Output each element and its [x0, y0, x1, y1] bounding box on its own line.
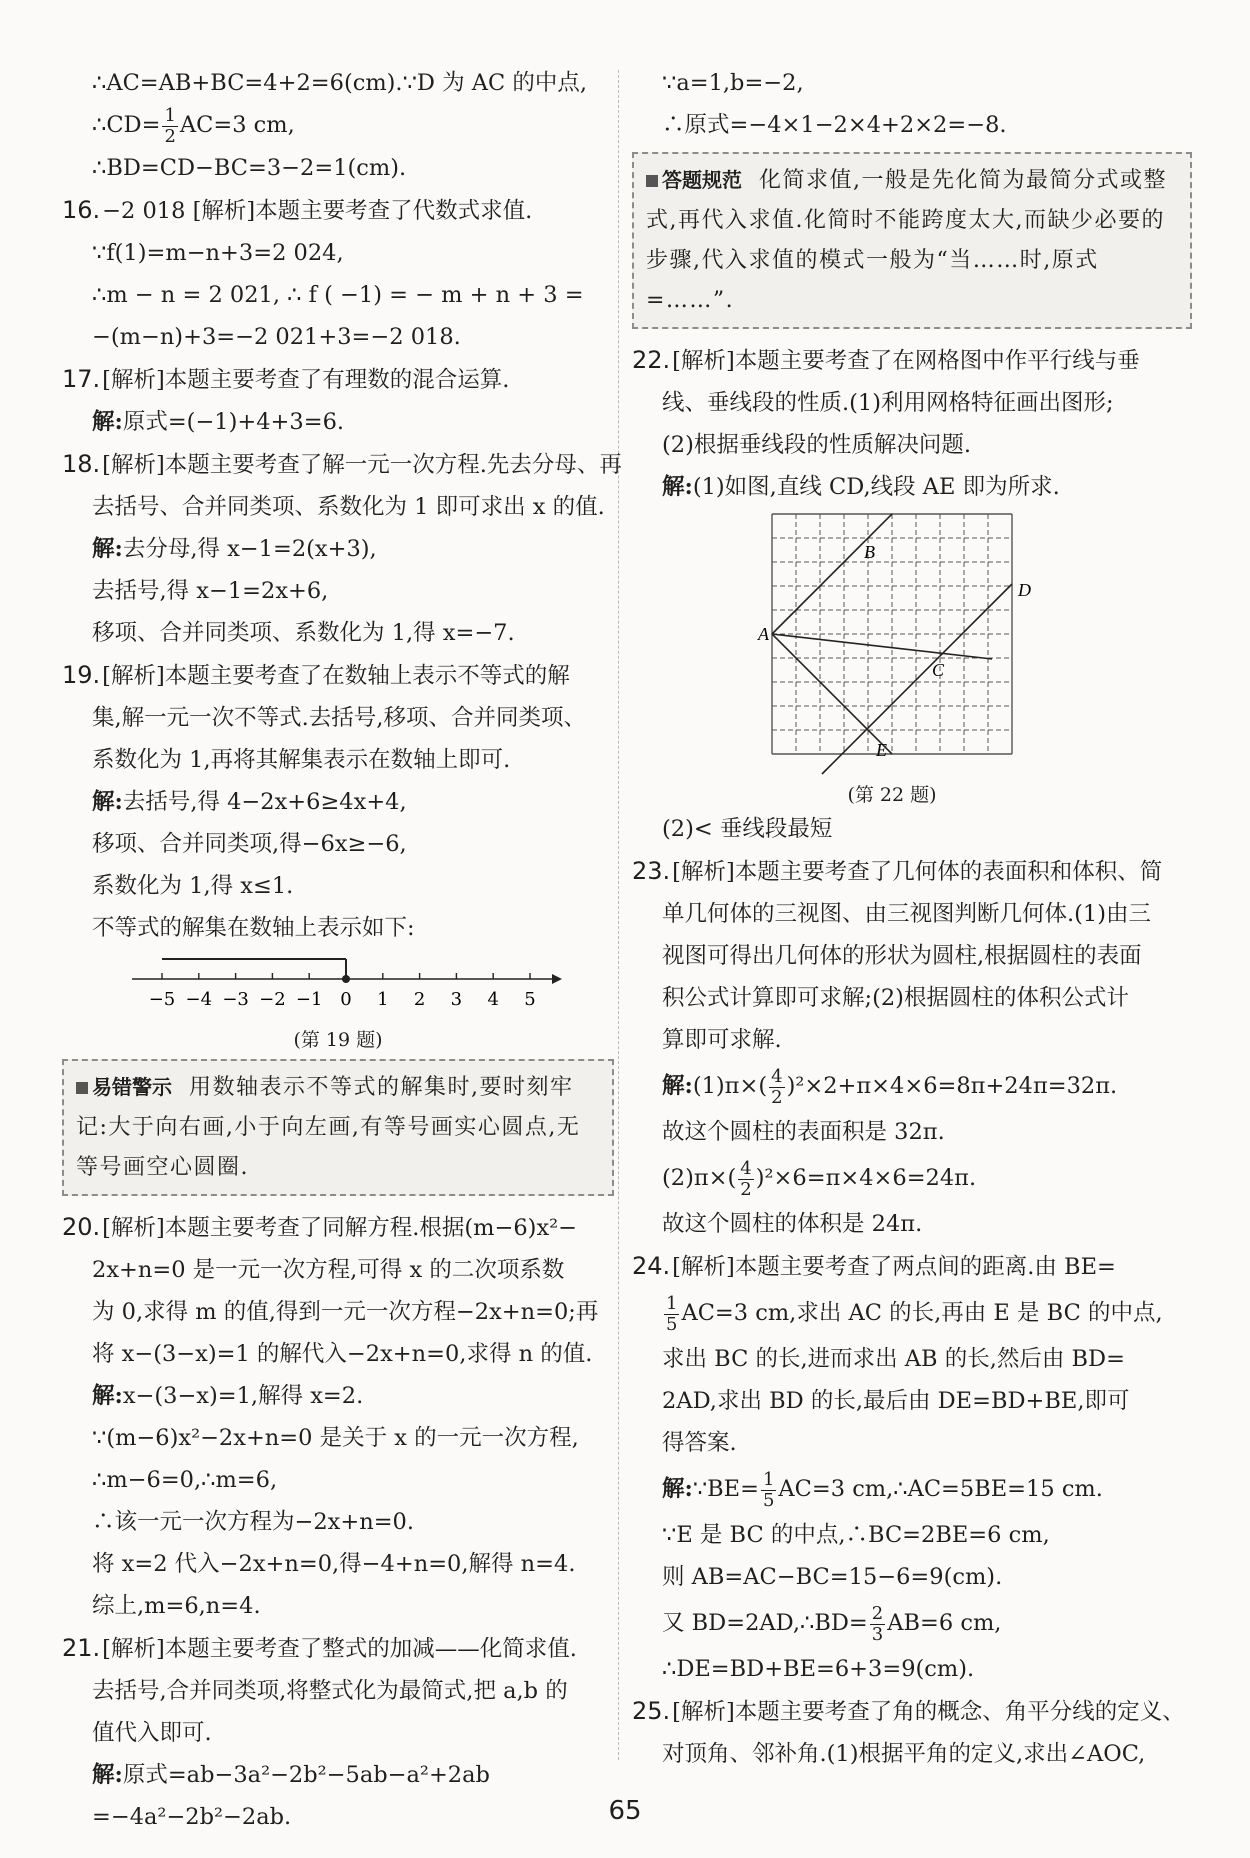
solution-label: 解:	[92, 408, 123, 435]
page-number: 65	[608, 1796, 642, 1826]
fraction	[664, 1294, 679, 1335]
text-line: 故这个圆柱的表面积是 32π.	[662, 1119, 945, 1145]
text-line: 积公式计算即可求解;(2)根据圆柱的体积公式计	[662, 985, 1129, 1011]
tick-label: 0	[340, 988, 352, 1010]
text-fragment: AC=3 cm,求出 AC 的长,再由 E 是 BC 的中点,	[681, 1300, 1163, 1326]
text-line	[632, 1464, 1192, 1514]
tip-box-answer-norms	[632, 152, 1192, 329]
text-fragment: )²×2+π×4×6=8π+24π=32π.	[786, 1073, 1118, 1099]
text-line: ∵(m−6)x²−2x+n=0 是关于 x 的一元一次方程,	[92, 1424, 579, 1451]
text-line: 移项、合并同类项,得−6x≥−6,	[92, 830, 407, 857]
text-line: 对顶角、邻补角.(1)根据平角的定义,求出∠AOC,	[662, 1741, 1146, 1767]
text-fragment: ∵BE=	[692, 1476, 759, 1502]
question-head: [解析]本题主要考查了在网格图中作平行线与垂	[672, 348, 1140, 374]
text-line: 系数化为 1,再将其解集表示在数轴上即可.	[92, 746, 511, 773]
fraction	[162, 106, 177, 147]
denominator: 2	[771, 1086, 783, 1108]
text-line: 单几何体的三视图、由三视图判断几何体.(1)由三	[662, 901, 1152, 927]
question-16	[62, 189, 614, 232]
question-number: 22.	[632, 346, 671, 374]
tick-label: 2	[413, 988, 426, 1010]
solution-label: 解:	[92, 535, 123, 562]
text-fragment: 又 BD=2AD,∴BD=	[662, 1610, 868, 1636]
grid-diagram	[742, 508, 1042, 778]
text-fragment: (1)如图,直线 CD,线段 AE 即为所求.	[692, 474, 1060, 500]
text-fragment: 原式=(−1)+4+3=6.	[122, 408, 345, 435]
text-fragment: 去分母,得 x−1=2(x+3),	[122, 535, 377, 562]
line-cd	[822, 584, 1012, 774]
point-label-c: C	[932, 660, 945, 680]
line-ab	[772, 514, 892, 634]
text-line	[62, 401, 614, 443]
text-line	[62, 1754, 614, 1796]
tip-text: 用数轴表示不等式的解集时,要时刻牢记:大于向右画,小于向左画,有等号画实心圆点,无等号画空心圆圈.	[76, 1074, 581, 1180]
question-head: [解析]本题主要考查了在数轴上表示不等式的解	[102, 662, 570, 689]
text-fragment: (2)π×(	[662, 1165, 737, 1191]
question-number: 19.	[62, 660, 101, 689]
text-line	[62, 1375, 614, 1417]
text-line: ∴BD=CD−BC=3−2=1(cm).	[92, 154, 407, 181]
solution-label: 解:	[92, 788, 123, 815]
question-18	[62, 443, 622, 486]
tick-label: 3	[450, 988, 463, 1010]
numerator: 1	[762, 1468, 775, 1490]
question-24	[632, 1245, 1192, 1288]
number-line	[62, 949, 614, 1023]
number-line-figure	[62, 949, 614, 1053]
denominator: 2	[164, 125, 176, 147]
axis-arrow	[552, 974, 562, 984]
question-19	[62, 654, 614, 697]
question-head: [解析]本题主要考查了整式的加减——化简求值.	[102, 1635, 577, 1662]
text-fragment: ∴CD=	[92, 112, 161, 138]
figure-caption: (第 22 题)	[847, 784, 937, 806]
question-head: [解析]本题主要考查了角的概念、角平分线的定义、	[672, 1699, 1185, 1725]
question-21	[62, 1627, 614, 1670]
text-line: 移项、合并同类项、系数化为 1,得 x=−7.	[92, 619, 515, 646]
question-number: 17.	[62, 364, 101, 393]
fraction	[761, 1470, 776, 1511]
denominator: 2	[740, 1178, 752, 1200]
numerator: 1	[164, 104, 176, 126]
text-line: ∴DE=BD+BE=6+3=9(cm).	[662, 1656, 975, 1682]
solution-label: 解:	[662, 474, 693, 500]
question-25	[632, 1690, 1192, 1733]
column-divider	[618, 70, 619, 1760]
question-22	[632, 339, 1192, 382]
text-line: 系数化为 1,得 x≤1.	[92, 872, 294, 899]
square-icon	[646, 175, 658, 187]
text-line: (2)< 垂线段最短	[662, 816, 833, 842]
left-column	[62, 62, 622, 1838]
question-number: 16.	[62, 195, 101, 224]
question-head: −2 018 [解析]本题主要考查了代数式求值.	[102, 197, 533, 224]
text-line: 视图可得出几何体的形状为圆柱,根据圆柱的表面	[662, 943, 1142, 969]
fraction	[870, 1604, 885, 1645]
text-line: ∴m−6=0,∴m=6,	[92, 1466, 278, 1493]
text-line: ∴m − n = 2 021, ∴ f ( −1) = − m + n + 3 =	[92, 281, 584, 308]
segment-ae	[772, 634, 892, 754]
text-line: 去括号,得 x−1=2x+6,	[92, 577, 329, 604]
text-line: 去括号,合并同类项,将整式化为最简式,把 a,b 的	[92, 1677, 568, 1704]
tick-label: 5	[524, 988, 536, 1010]
text-line	[632, 1153, 1192, 1203]
tick-label: −4	[185, 988, 213, 1010]
text-line: 集,解一元一次不等式.去括号,移项、合并同类项、	[92, 704, 586, 731]
point-label-a: A	[758, 624, 769, 644]
text-line	[632, 466, 1192, 508]
tick-label: 4	[487, 988, 499, 1010]
text-fragment: (1)π×(	[692, 1073, 768, 1099]
grid-figure	[632, 508, 1192, 808]
text-line: 值代入即可.	[92, 1719, 212, 1746]
text-fragment: AC=3 cm,	[179, 112, 295, 138]
text-line: 将 x=2 代入−2x+n=0,得−4+n=0,解得 n=4.	[92, 1550, 576, 1577]
text-line: 去括号、合并同类项、系数化为 1 即可求出 x 的值.	[92, 493, 605, 520]
text-fragment: 原式=ab−3a²−2b²−5ab−a²+2ab	[122, 1761, 490, 1788]
text-fragment: 去括号,得 4−2x+6≥4x+4,	[122, 788, 407, 815]
solid-dot	[342, 975, 350, 983]
text-line: 将 x−(3−x)=1 的解代入−2x+n=0,求得 n 的值.	[92, 1340, 593, 1367]
text-fragment: AB=6 cm,	[887, 1610, 1002, 1636]
text-line: 得答案.	[662, 1430, 737, 1456]
denominator: 5	[666, 1313, 678, 1335]
question-number: 20.	[62, 1212, 101, 1241]
fraction	[738, 1159, 753, 1200]
question-number: 25.	[632, 1697, 671, 1725]
text-line	[632, 1598, 1192, 1648]
question-23	[632, 850, 1192, 893]
solution-label: 解:	[662, 1073, 693, 1099]
solution-label: 解:	[92, 1761, 123, 1788]
tip-label: 易错警示	[92, 1074, 172, 1099]
text-line: ∵E 是 BC 的中点,∴BC=2BE=6 cm,	[662, 1522, 1050, 1548]
text-line: 线、垂线段的性质.(1)利用网格特征画出图形;	[662, 390, 1114, 416]
text-line: −(m−n)+3=−2 021+3=−2 018.	[92, 323, 461, 350]
text-line: =−4a²−2b²−2ab.	[92, 1803, 292, 1830]
text-line: ∴AC=AB+BC=4+2=6(cm).∵D 为 AC 的中点,	[92, 70, 588, 96]
question-20	[62, 1206, 614, 1249]
question-head: [解析]本题主要考查了同解方程.根据(m−6)x²−	[102, 1214, 578, 1241]
text-line: ∴该一元一次方程为−2x+n=0.	[92, 1508, 415, 1535]
text-line	[62, 104, 614, 147]
solution-label: 解:	[92, 1382, 123, 1409]
text-line: 为 0,求得 m 的值,得到一元一次方程−2x+n=0;再	[92, 1298, 599, 1325]
question-number: 21.	[62, 1633, 101, 1662]
text-fragment: )²×6=π×4×6=24π.	[755, 1165, 977, 1191]
point-label-b: B	[864, 542, 875, 562]
point-label-e: E	[876, 740, 887, 760]
text-line: 则 AB=AC−BC=15−6=9(cm).	[662, 1564, 1003, 1590]
right-column	[632, 62, 1192, 1775]
text-line: 算即可求解.	[662, 1027, 782, 1053]
solution-label: 解:	[662, 1476, 693, 1502]
numerator: 2	[871, 1602, 884, 1624]
figure-caption: (第 19 题)	[293, 1028, 383, 1051]
tip-label: 答题规范	[662, 168, 742, 192]
text-line: ∵a=1,b=−2,	[662, 70, 804, 96]
question-head: [解析]本题主要考查了几何体的表面积和体积、简	[672, 859, 1163, 885]
square-icon	[76, 1082, 88, 1094]
question-17	[62, 358, 614, 401]
text-line: 故这个圆柱的体积是 24π.	[662, 1211, 923, 1237]
denominator: 5	[762, 1489, 775, 1511]
text-line: ∵f(1)=m−n+3=2 024,	[92, 239, 344, 266]
text-line	[632, 1288, 1192, 1338]
tick-label: −2	[259, 988, 286, 1010]
text-line: ∴原式=−4×1−2×4+2×2=−8.	[662, 112, 1007, 138]
tick-label: −1	[295, 988, 323, 1010]
point-label-d: D	[1018, 580, 1031, 600]
tick-label: −5	[148, 988, 176, 1010]
question-number: 23.	[632, 857, 671, 885]
numerator: 1	[666, 1292, 678, 1314]
text-line: (2)根据垂线段的性质解决问题.	[662, 432, 972, 458]
text-line: 2x+n=0 是一元一次方程,可得 x 的二次项系数	[92, 1256, 565, 1283]
tip-box-error-warning	[62, 1059, 614, 1196]
numerator: 4	[740, 1157, 752, 1179]
question-head: [解析]本题主要考查了两点间的距离.由 BE=	[672, 1254, 1116, 1280]
question-head: [解析]本题主要考查了解一元一次方程.先去分母、再	[102, 451, 622, 478]
text-line	[62, 781, 614, 823]
tip-text: 化简求值,一般是先化简为最简分式或整式,再代入求值.化简时不能跨度太大,而缺少必要的步骤,代入求值的模式一般为“当……时,原式=……”.	[646, 168, 1167, 313]
text-fragment: AC=3 cm,∴AC=5BE=15 cm.	[778, 1476, 1103, 1502]
text-line	[632, 1061, 1192, 1111]
question-number: 24.	[632, 1252, 671, 1280]
tick-label: 1	[377, 988, 389, 1010]
text-line: 不等式的解集在数轴上表示如下:	[92, 914, 415, 941]
numerator: 4	[771, 1065, 783, 1087]
text-line: 求出 BC 的长,进而求出 AB 的长,然后由 BD=	[662, 1346, 1125, 1372]
text-line: 综上,m=6,n=4.	[92, 1592, 261, 1619]
text-line	[62, 528, 614, 570]
question-number: 18.	[62, 449, 101, 478]
question-head: [解析]本题主要考查了有理数的混合运算.	[102, 366, 510, 393]
tick-label: −3	[222, 988, 249, 1010]
fraction	[769, 1067, 784, 1108]
denominator: 3	[871, 1623, 884, 1645]
text-fragment: x−(3−x)=1,解得 x=2.	[122, 1382, 364, 1409]
text-line: 2AD,求出 BD 的长,最后由 DE=BD+BE,即可	[662, 1388, 1130, 1414]
